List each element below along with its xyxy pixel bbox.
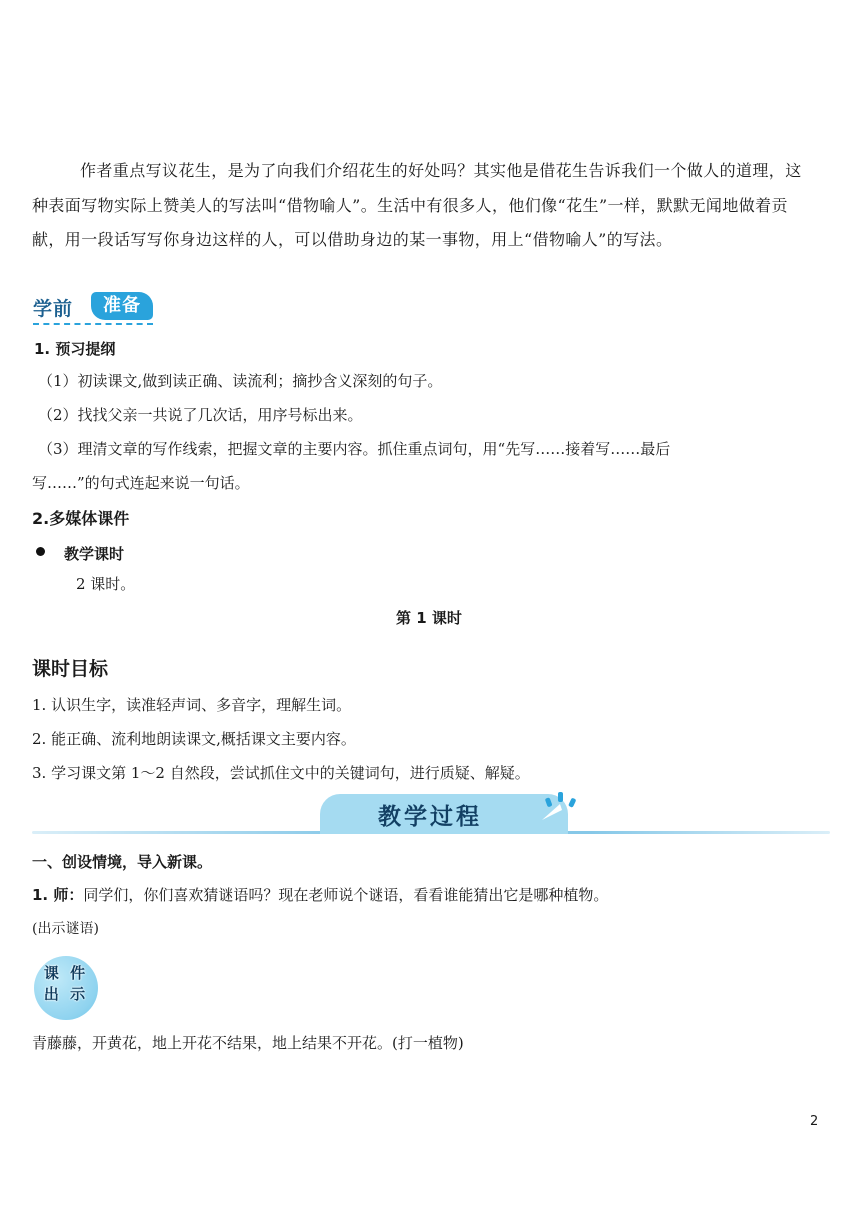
objective-item-3: 3. 学习课文第 1～2 自然段，尝试抓住文中的关键词句，进行质疑、解疑。 xyxy=(32,764,530,782)
teacher-text: 同学们，你们喜欢猜谜语吗？现在老师说个谜语，看看谁能猜出它是哪种植物。 xyxy=(83,886,609,904)
badge-line-1: 课 件 xyxy=(43,964,89,982)
sparkle-icon xyxy=(538,790,582,826)
section-badge-prep xyxy=(33,292,155,326)
prep-sub-2: （2）找找父亲一共说了几次话，用序号标出来。 xyxy=(38,406,363,424)
bullet-dot xyxy=(36,547,45,556)
badge-line-2: 出 示 xyxy=(43,985,89,1003)
page-number: 2 xyxy=(810,1114,819,1129)
lesson-time-value: 2 课时。 xyxy=(76,575,136,593)
intro-paragraph: 作者重点写议花生，是为了向我们介绍花生的好处吗？其实他是借花生告诉我们一个做人的道理，这种表面写物实际上赞美人的写法叫“借物喻人”。生活中有很多人，他们像“花生”一样，默默无闻地做着贡献，用一段话写写你身边这样的人，可以借助身边的某一事物，用上“借物喻人”的写法。 xyxy=(32,161,802,249)
dashed-underline xyxy=(33,323,153,325)
courseware-badge xyxy=(34,956,98,1020)
lesson-time-title: 教学课时 xyxy=(64,545,125,563)
riddle-text: 青藤藤，开黄花，地上开花不结果，地上结果不开花。(打一植物) xyxy=(32,1034,464,1052)
session-title: 第 1 课时 xyxy=(396,609,462,627)
prep-label-right: 准备 xyxy=(91,292,153,320)
process-section-1: 一、创设情境，导入新课。 xyxy=(32,853,213,871)
prep-sub-3-cont: 写……”的句式连起来说一句话。 xyxy=(32,474,250,492)
prep-sub-1: （1）初读课文,做到读正确、读流利；摘抄含义深刻的句子。 xyxy=(38,372,443,390)
teacher-label: 1. 师： xyxy=(32,886,84,904)
prep-sub-3: （3）理清文章的写作线索，把握文章的主要内容。抓住重点词句，用“先写……接着写……最后 xyxy=(38,440,671,458)
objective-item-2: 2. 能正确、流利地朗读课文,概括课文主要内容。 xyxy=(32,730,356,748)
riddle-note: (出示谜语) xyxy=(32,921,99,937)
prep-item1-title: 1. 预习提纲 xyxy=(34,340,116,358)
prep-label-left: 学前 xyxy=(33,298,74,320)
courseware-badge-text xyxy=(34,963,98,1005)
prep-item2-title: 2.多媒体课件 xyxy=(32,509,130,528)
teacher-line xyxy=(32,884,608,905)
objective-item-1: 1. 认识生字，读准轻声词、多音字，理解生词。 xyxy=(32,696,352,714)
objectives-title: 课时目标 xyxy=(32,658,109,680)
banner-title: 教学过程 xyxy=(378,804,482,830)
